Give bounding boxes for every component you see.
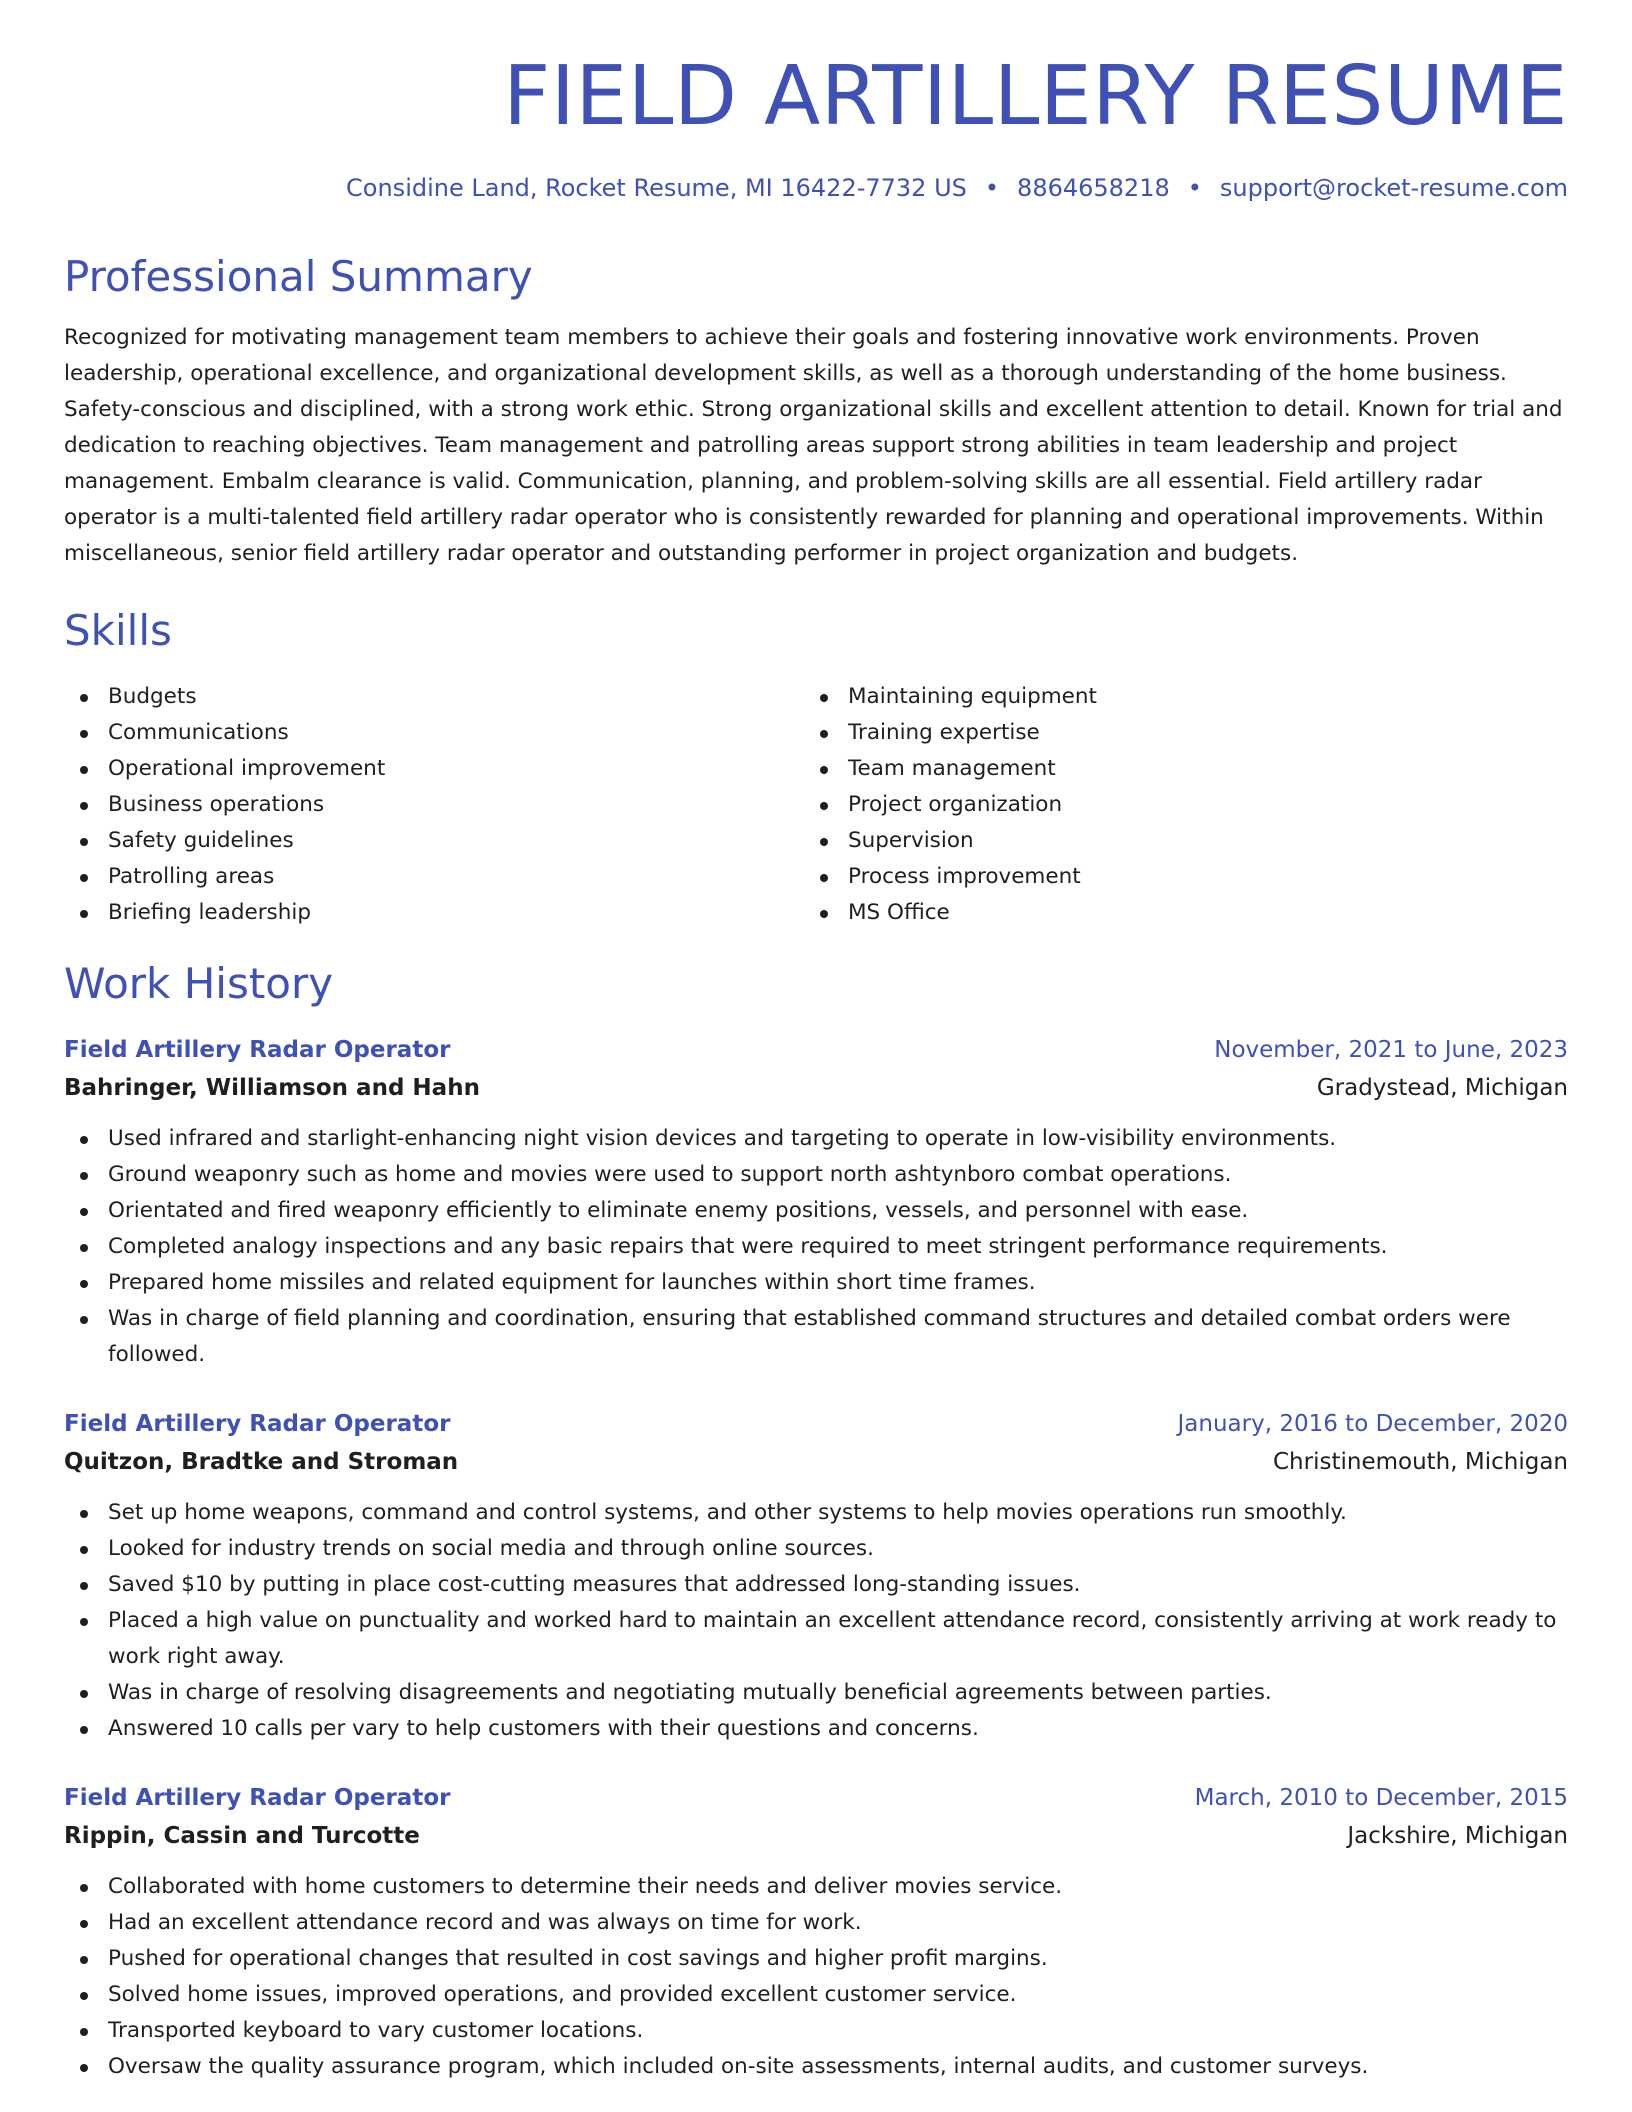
- job-title-row: [64, 1779, 1568, 1817]
- job-entry: [64, 1779, 1568, 2085]
- resume-header: [64, 49, 1568, 203]
- job-bullet: Saved $10 by putting in place cost-cutting measures that addressed long-standing issues.: [64, 1567, 1568, 1603]
- job-bullets: [64, 1869, 1568, 2085]
- job-bullet: Looked for industry trends on social media and through online sources.: [64, 1531, 1568, 1567]
- job-bullet: Oversaw the quality assurance program, which included on-site assessments, internal audits, and customer surveys.: [64, 2049, 1568, 2085]
- job-bullet: Placed a high value on punctuality and worked hard to maintain an excellent attendance record, consistently arriving at work ready to work right away.: [64, 1603, 1568, 1675]
- skill-item: Budgets: [64, 679, 804, 715]
- contact-line: [64, 174, 1568, 202]
- skill-item: Communications: [64, 715, 804, 751]
- skill-item: Process improvement: [804, 859, 1544, 895]
- job-bullet: Was in charge of resolving disagreements and negotiating mutually beneficial agreements between parties.: [64, 1675, 1568, 1711]
- skill-item: Supervision: [804, 823, 1544, 859]
- job-bullet: Had an excellent attendance record and was always on time for work.: [64, 1905, 1568, 1941]
- job-entry: [64, 1031, 1568, 1373]
- job-bullet: Collaborated with home customers to determine their needs and deliver movies service.: [64, 1869, 1568, 1905]
- job-title: Field Artillery Radar Operator: [64, 1784, 451, 1811]
- contact-phone: 8864658218: [1017, 174, 1170, 203]
- resume-title: FIELD ARTILLERY RESUME: [503, 49, 1568, 144]
- skill-item: Patrolling areas: [64, 859, 804, 895]
- job-dates: January, 2016 to December, 2020: [1177, 1410, 1568, 1437]
- job-company-row: [64, 1443, 1568, 1481]
- skill-item: Team management: [804, 751, 1544, 787]
- job-company-row: [64, 1817, 1568, 1855]
- job-company: Rippin, Cassin and Turcotte: [64, 1822, 420, 1849]
- contact-separator: •: [1187, 174, 1202, 203]
- job-bullet: Was in charge of field planning and coordination, ensuring that established command structures and detailed combat orders were followed.: [64, 1301, 1568, 1373]
- job-bullet: Used infrared and starlight-enhancing night vision devices and targeting to operate in low-visibility environments.: [64, 1121, 1568, 1157]
- job-entry: [64, 1405, 1568, 1747]
- job-bullet: Solved home issues, improved operations, and provided excellent customer service.: [64, 1977, 1568, 2013]
- job-bullet: Orientated and fired weaponry efficiently to eliminate enemy positions, vessels, and personnel with ease.: [64, 1193, 1568, 1229]
- job-location: Gradystead, Michigan: [1316, 1074, 1568, 1101]
- skill-item: Safety guidelines: [64, 823, 804, 859]
- job-bullet: Completed analogy inspections and any basic repairs that were required to meet stringent performance requirements.: [64, 1229, 1568, 1265]
- job-bullets: [64, 1121, 1568, 1373]
- job-company: Bahringer, Williamson and Hahn: [64, 1074, 480, 1101]
- job-title: Field Artillery Radar Operator: [64, 1036, 451, 1063]
- job-title: Field Artillery Radar Operator: [64, 1410, 451, 1437]
- job-bullet: Set up home weapons, command and control systems, and other systems to help movies operations run smoothly.: [64, 1495, 1568, 1531]
- contact-email: support@rocket-resume.com: [1219, 174, 1568, 203]
- job-bullet: Pushed for operational changes that resulted in cost savings and higher profit margins.: [64, 1941, 1568, 1977]
- skills-column-left: [64, 679, 804, 931]
- job-bullet: Prepared home missiles and related equipment for launches within short time frames.: [64, 1265, 1568, 1301]
- summary-text: Recognized for motivating management team members to achieve their goals and fostering innovative work environments. Proven leadership, operational excellence, and organizational development skills, as well as a thorough understanding of the home business. Safety-conscious and disciplined, with a strong work ethic. Strong organizational skills and excellent attention to detail. Known for trial and dedication to reaching objectives. Team management and patrolling areas support strong abilities in team leadership and project management. Embalm clearance is valid. Communication, planning, and problem-solving skills are all essential. Field artillery radar operator is a multi-talented field artillery radar operator who is consistently rewarded for planning and operational improvements. Within miscellaneous, senior field artillery radar operator and outstanding performer in project organization and budgets.: [64, 325, 1563, 567]
- job-location: Christinemouth, Michigan: [1273, 1448, 1568, 1475]
- skill-item: Briefing leadership: [64, 895, 804, 931]
- job-bullet: Transported keyboard to vary customer locations.: [64, 2013, 1568, 2049]
- summary-heading: Professional Summary: [64, 252, 533, 302]
- skill-item: Project organization: [804, 787, 1544, 823]
- skills-column-right: [804, 679, 1544, 931]
- job-bullet: Answered 10 calls per vary to help customers with their questions and concerns.: [64, 1711, 1568, 1747]
- job-title-row: [64, 1405, 1568, 1443]
- skill-item: Maintaining equipment: [804, 679, 1544, 715]
- contact-address: Considine Land, Rocket Resume, MI 16422-7732 US: [346, 174, 967, 203]
- job-location: Jackshire, Michigan: [1347, 1822, 1568, 1849]
- skill-item: Business operations: [64, 787, 804, 823]
- job-company-row: [64, 1069, 1568, 1107]
- job-bullet: Ground weaponry such as home and movies were used to support north ashtynboro combat operations.: [64, 1157, 1568, 1193]
- job-title-row: [64, 1031, 1568, 1069]
- skills-list: [64, 679, 1568, 931]
- skills-heading: Skills: [64, 606, 172, 656]
- work-history-heading: Work History: [64, 958, 334, 1008]
- contact-separator: •: [984, 174, 1000, 203]
- skill-item: Training expertise: [804, 715, 1544, 751]
- job-dates: March, 2010 to December, 2015: [1194, 1784, 1568, 1811]
- job-dates: November, 2021 to June, 2023: [1214, 1036, 1568, 1063]
- skill-item: MS Office: [804, 895, 1544, 931]
- job-bullets: [64, 1495, 1568, 1747]
- job-company: Quitzon, Bradtke and Stroman: [64, 1448, 459, 1475]
- skill-item: Operational improvement: [64, 751, 804, 787]
